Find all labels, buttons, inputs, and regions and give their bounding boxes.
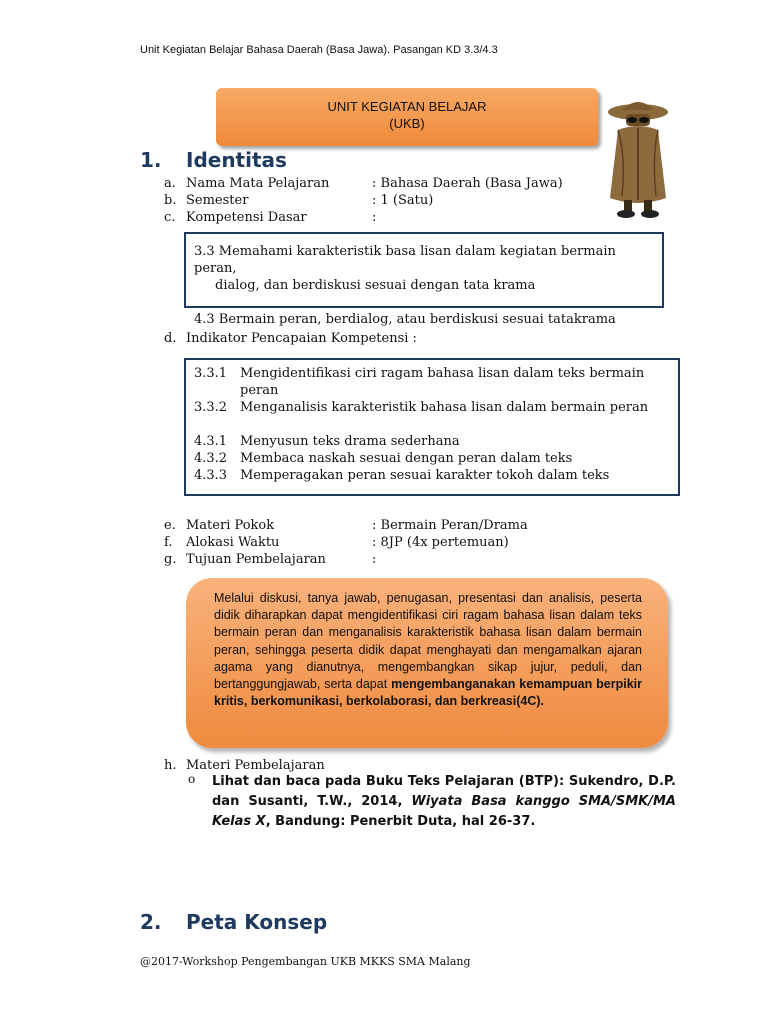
item-f-value: : 8JP (4x pertemuan) xyxy=(372,535,509,550)
indicator-code: 4.3.1 xyxy=(194,434,228,449)
section-2-title: Peta Konsep xyxy=(186,910,328,934)
item-a xyxy=(164,175,563,192)
item-d-letter: d. xyxy=(164,331,177,346)
tujuan-text: Melalui diskusi, tanya jawab, penugasan, presentasi dan analisis, peserta didik diharapkan dapat mengidentifikasi ciri ragam bahasa lisan dalam teks bermain peran dan menganalisis karakteristik bahasa lisan dalam bermain peran, sehingga peserta didik dapat menghayati dan mengamalkan ajaran agama yang dianutnya, mengembangkan sikap jujur, peduli, dan bertanggungjawab, serta dapat xyxy=(214,591,642,692)
indicator-4-3-1 xyxy=(194,433,678,450)
item-e xyxy=(164,517,528,534)
reference-part-1: Lihat dan baca pada Buku Teks Pelajaran (BTP): Sukendro, D.P. dan Susanti, T.W., 2014, xyxy=(212,774,676,809)
reference-book-title: Wiyata Basa kanggo SMA/SMK/MA Kelas X xyxy=(212,794,676,829)
section-1-heading xyxy=(140,148,287,172)
kd-3-3-line-2: dialog, dan berdiskusi sesuai dengan tata krama xyxy=(215,278,536,293)
item-b-value: : 1 (Satu) xyxy=(372,193,434,208)
item-f-letter: f. xyxy=(164,535,173,550)
item-a-value: : Bahasa Daerah (Basa Jawa) xyxy=(372,176,563,191)
indicator-3-3-1 xyxy=(194,365,678,382)
page-header: Unit Kegiatan Belajar Bahasa Daerah (Basa Jawa). Pasangan KD 3.3/4.3 xyxy=(140,44,498,56)
indicator-code: 3.3.2 xyxy=(194,400,228,415)
section-2-number: 2. xyxy=(140,910,162,934)
tujuan-box xyxy=(186,578,668,748)
reference-bullet: o xyxy=(188,772,196,786)
indicator-code: 3.3.1 xyxy=(194,366,228,381)
indicator-box xyxy=(184,358,680,496)
item-h-label: Materi Pembelajaran xyxy=(186,758,325,773)
item-c-label: Kompetensi Dasar xyxy=(186,210,307,225)
item-f xyxy=(164,534,509,551)
item-g-label: Tujuan Pembelajaran xyxy=(186,552,326,567)
item-c-letter: c. xyxy=(164,210,176,225)
item-e-letter: e. xyxy=(164,518,176,533)
item-e-value: : Bermain Peran/Drama xyxy=(372,518,528,533)
item-b xyxy=(164,192,433,209)
item-d-label: Indikator Pencapaian Kompetensi : xyxy=(186,331,417,346)
indicator-text: Membaca naskah sesuai dengan peran dalam teks xyxy=(240,451,573,466)
indicator-4-3-3 xyxy=(194,467,678,484)
item-b-label: Semester xyxy=(186,193,249,208)
indicator-text: Menyusun teks drama sederhana xyxy=(240,434,460,449)
banner-line-2: (UKB) xyxy=(389,116,425,131)
item-d xyxy=(164,330,417,347)
tujuan-text-bold: mengembanganakan kemampuan berpikir kritis, berkomunikasi, berkolaborasi, dan berkreasi(4C). xyxy=(214,677,642,709)
indicator-3-3-1-continuation: peran xyxy=(240,383,279,398)
kd-4-3: 4.3 Bermain peran, berdialog, atau berdiskusi sesuai tatakrama xyxy=(194,312,616,327)
kd-box xyxy=(184,232,664,327)
indicator-3-3-2 xyxy=(194,399,678,416)
page-footer: @2017-Workshop Pengembangan UKB MKKS SMA Malang xyxy=(140,955,471,968)
item-g-letter: g. xyxy=(164,552,177,567)
banner-line-1: UNIT KEGIATAN BELAJAR xyxy=(327,99,487,114)
indicator-code: 4.3.2 xyxy=(194,451,228,466)
indicator-4-3-2 xyxy=(194,450,678,467)
item-c xyxy=(164,209,376,226)
indicator-text: Mengidentifikasi ciri ragam bahasa lisan dalam teks bermain xyxy=(240,366,645,381)
reference-part-2: , Bandung: Penerbit Duta, hal 26-37. xyxy=(265,814,536,829)
item-h-letter: h. xyxy=(164,758,177,773)
section-2-heading xyxy=(140,910,327,934)
section-1-title: Identitas xyxy=(186,148,287,172)
indicator-code: 4.3.3 xyxy=(194,468,228,483)
item-e-label: Materi Pokok xyxy=(186,518,275,533)
indicator-text: Memperagakan peran sesuai karakter tokoh dalam teks xyxy=(240,468,610,483)
indicator-text: Menganalisis karakteristik bahasa lisan dalam bermain peran xyxy=(240,400,649,415)
kd-3-3-line-1: 3.3 Memahami karakteristik basa lisan dalam kegiatan bermain peran, xyxy=(194,244,616,276)
item-a-label: Nama Mata Pelajaran xyxy=(186,176,330,191)
item-c-value: : xyxy=(372,210,377,225)
item-g-value: : xyxy=(372,552,377,567)
item-g xyxy=(164,551,376,568)
item-b-letter: b. xyxy=(164,193,177,208)
ukb-banner xyxy=(216,88,598,146)
detective-illustration xyxy=(596,96,680,220)
reference-text xyxy=(212,772,676,832)
section-1-number: 1. xyxy=(140,148,162,172)
item-a-letter: a. xyxy=(164,176,176,191)
item-f-label: Alokasi Waktu xyxy=(186,535,280,550)
